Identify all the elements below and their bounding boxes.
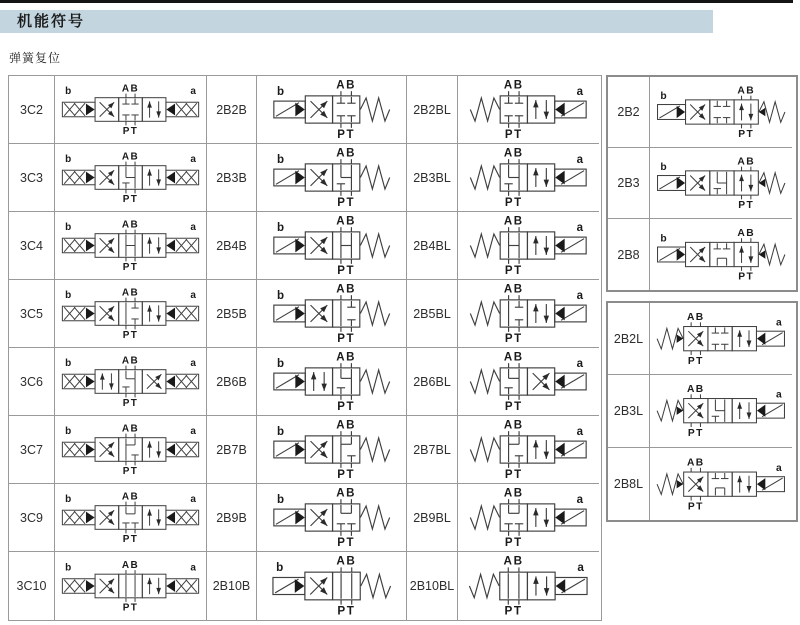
spool-label-cell-text: 3C7 [20,442,43,457]
svg-text:AB: AB [336,147,357,160]
svg-text:b: b [276,425,285,438]
panel-label-cell [608,375,650,447]
svg-text:AB: AB [121,559,140,571]
spool-label-cell [9,144,55,212]
svg-text:PT: PT [122,126,139,138]
spool-label-cell-text: 2B5BL [413,306,451,321]
svg-text:a: a [190,86,196,98]
svg-text:b: b [65,562,72,574]
svg-text:AB: AB [686,457,705,469]
valve-cell-2b2b [257,76,407,144]
valve-symbol-2b4b [258,213,405,278]
valve-symbol-2b3b [258,145,405,210]
spool-label-cell [407,144,458,212]
svg-text:a: a [576,85,584,98]
valve-cell-2b2bl [458,76,599,144]
valve-symbol-2b9b [258,485,405,550]
valve-symbol-2b5bl [459,281,598,346]
valve-symbol-2b6bl [459,349,598,414]
valve-cell-2b9bl [458,484,599,552]
svg-text:a: a [576,153,584,166]
valve-cell-2b2l [650,303,792,375]
panel-label-cell [608,219,650,290]
svg-text:AB: AB [121,287,140,299]
valve-symbol-2b4bl [459,213,598,278]
valve-symbol-3c5 [56,281,205,346]
spool-label-cell [9,416,55,484]
spool-label-cell [407,484,458,552]
svg-text:PT: PT [504,196,523,209]
svg-text:a: a [775,317,782,329]
panel-label-cell-text: 2B3 [617,176,640,190]
spool-label-cell-text: 3C4 [20,238,43,253]
spool-label-cell-text: 2B10B [212,579,251,593]
svg-text:b: b [65,154,72,166]
spool-label-cell [9,348,55,416]
svg-text:PT: PT [337,332,356,345]
valve-symbol-3c2 [56,77,205,142]
valve-cell-3c3 [55,144,207,212]
valve-cell-2b3bl [458,144,599,212]
panel-label-cell-text: 2B2L [613,331,644,346]
svg-text:AB: AB [503,351,524,364]
svg-text:b: b [276,289,285,302]
svg-text:PT: PT [122,602,139,614]
valve-symbol-2b7bl [459,417,598,482]
svg-text:AB: AB [336,419,357,432]
panel-label-cell-text: 2B8 [617,247,640,262]
svg-text:PT: PT [337,400,356,413]
svg-text:a: a [190,562,196,574]
spool-label-cell-text: 2B9BL [413,510,451,525]
right-panel-bottom [606,301,798,522]
svg-text:PT: PT [504,604,523,618]
svg-text:a: a [190,494,196,506]
svg-text:b: b [276,493,285,506]
svg-text:AB: AB [503,487,524,500]
svg-text:a: a [190,426,196,438]
svg-text:a: a [576,425,584,438]
panel-label-cell-text: 2B8L [613,476,644,491]
spool-label-cell-text: 2B4BL [413,238,451,253]
svg-text:AB: AB [503,419,524,432]
svg-text:AB: AB [121,219,140,231]
svg-text:AB: AB [737,85,756,97]
svg-text:b: b [65,494,72,506]
svg-text:a: a [190,222,196,234]
panel-label-cell-text: 2B3L [613,403,644,418]
main-table [8,75,602,621]
svg-text:AB: AB [686,311,705,323]
spool-label-cell [207,484,257,552]
svg-text:PT: PT [687,501,704,513]
spool-label-cell [207,76,257,144]
svg-text:a: a [577,561,584,575]
svg-text:PT: PT [504,332,523,345]
svg-text:b: b [660,161,667,173]
valve-symbol-2b10b [258,553,405,619]
valve-cell-2b6bl [458,348,599,416]
spool-label-cell-text: 2B2B [216,102,247,117]
svg-text:b: b [65,426,72,438]
panel-label-cell [608,77,650,148]
svg-text:PT: PT [337,196,356,209]
spool-label-cell [207,144,257,212]
spool-label-cell [9,280,55,348]
valve-cell-2b10bl [458,552,599,620]
svg-text:AB: AB [737,156,756,168]
valve-symbol-3c6 [56,349,205,414]
valve-symbol-2b2bl [459,77,598,142]
spool-label-cell-text: 2B7BL [413,442,451,457]
panel-label-cell-text: 2B2 [617,105,640,119]
svg-text:b: b [276,153,285,166]
svg-text:AB: AB [121,491,140,503]
svg-text:AB: AB [503,554,524,568]
valve-symbol-2b2 [651,78,791,146]
valve-cell-2b5bl [458,280,599,348]
valve-cell-2b2 [650,77,792,148]
valve-cell-2b4b [257,212,407,280]
valve-cell-2b3b [257,144,407,212]
svg-text:AB: AB [121,423,140,435]
svg-text:b: b [276,221,285,234]
valve-cell-2b7b [257,416,407,484]
svg-text:PT: PT [337,604,356,618]
svg-text:PT: PT [687,428,704,440]
svg-text:a: a [576,289,584,302]
svg-text:PT: PT [122,262,139,274]
svg-text:PT: PT [337,536,356,549]
spool-label-cell-text: 2B2BL [413,102,451,117]
panel-label-cell [608,448,650,520]
valve-cell-2b6b [257,348,407,416]
svg-text:AB: AB [336,79,357,92]
valve-cell-3c7 [55,416,207,484]
spool-label-cell [207,348,257,416]
svg-text:AB: AB [503,215,524,228]
svg-text:PT: PT [122,194,139,206]
svg-text:AB: AB [336,487,357,500]
svg-text:AB: AB [686,384,705,396]
spool-label-cell-text: 2B6BL [413,374,451,389]
spool-label-cell [407,348,458,416]
valve-cell-3c9 [55,484,207,552]
svg-text:PT: PT [337,264,356,277]
svg-text:b: b [65,358,72,370]
spool-label-cell-text: 2B5B [216,306,247,321]
svg-text:PT: PT [504,536,523,549]
valve-symbol-2b3 [651,149,791,217]
valve-symbol-3c10 [56,553,205,619]
svg-text:PT: PT [122,330,139,342]
svg-text:b: b [276,85,285,98]
svg-text:AB: AB [503,283,524,296]
valve-cell-2b9b [257,484,407,552]
page-title: 机能符号 [17,13,86,30]
valve-symbol-2b5b [258,281,405,346]
spool-label-cell [207,280,257,348]
svg-text:a: a [190,290,196,302]
panel-label-cell [608,148,650,219]
spool-label-cell [9,76,55,144]
valve-cell-2b3l [650,375,792,447]
valve-cell-3c10 [55,552,207,620]
svg-text:PT: PT [504,468,523,481]
spool-label-cell [207,416,257,484]
svg-text:a: a [576,357,584,370]
section-subtitle: 弹簧复位 [9,51,62,65]
valve-symbol-2b2l [651,304,791,373]
svg-text:AB: AB [121,83,140,95]
spool-label-cell [407,212,458,280]
svg-text:b: b [276,561,284,575]
valve-symbol-2b8l [651,449,791,519]
valve-cell-2b4bl [458,212,599,280]
svg-text:b: b [65,222,72,234]
spool-label-cell-text: 3C5 [20,306,43,321]
svg-text:PT: PT [337,128,356,141]
svg-text:AB: AB [121,151,140,163]
valve-symbol-2b3bl [459,145,598,210]
spool-label-cell-text: 2B3B [216,170,247,185]
header-bar [0,10,713,33]
spool-label-cell-text: 2B4B [216,238,247,253]
svg-text:b: b [65,86,72,98]
svg-text:AB: AB [336,215,357,228]
valve-symbol-2b6b [258,349,405,414]
valve-symbol-3c9 [56,485,205,550]
valve-cell-3c4 [55,212,207,280]
svg-text:AB: AB [336,351,357,364]
svg-text:AB: AB [737,227,756,239]
top-rule [0,0,793,3]
valve-symbol-3c3 [56,145,205,210]
svg-text:PT: PT [504,400,523,413]
valve-cell-2b10b [257,552,407,620]
valve-cell-2b7bl [458,416,599,484]
valve-cell-2b5b [257,280,407,348]
svg-text:a: a [576,221,584,234]
panel-label-cell [608,303,650,375]
valve-symbol-2b2b [258,77,405,142]
svg-text:AB: AB [121,355,140,367]
spool-label-cell-text: 3C3 [20,170,43,185]
svg-text:PT: PT [337,468,356,481]
spool-label-cell [207,552,257,620]
svg-text:a: a [190,154,196,166]
spool-label-cell-text: 3C6 [20,374,43,389]
svg-text:a: a [576,493,584,506]
spool-label-cell [407,280,458,348]
svg-text:PT: PT [122,534,139,546]
valve-cell-2b3 [650,148,792,219]
svg-text:a: a [775,462,782,474]
svg-text:AB: AB [503,147,524,160]
valve-symbol-2b9bl [459,485,598,550]
spool-label-cell-text: 3C2 [20,102,43,117]
valve-symbol-2b7b [258,417,405,482]
valve-cell-2b8l [650,448,792,520]
spool-label-cell [407,76,458,144]
svg-text:b: b [660,233,667,245]
valve-symbol-2b8 [651,220,791,289]
valve-symbol-3c4 [56,213,205,278]
svg-text:PT: PT [738,271,755,283]
spool-label-cell [9,484,55,552]
spool-label-cell [407,552,458,620]
spool-label-cell-text: 2B10BL [409,579,455,593]
svg-text:b: b [276,357,285,370]
svg-text:PT: PT [122,466,139,478]
spool-label-cell-text: 2B3BL [413,170,451,185]
valve-symbol-3c7 [56,417,205,482]
svg-text:AB: AB [336,283,357,296]
svg-text:PT: PT [687,355,704,367]
spool-label-cell-text: 2B9B [216,510,247,525]
valve-symbol-2b10bl [459,553,598,619]
svg-text:PT: PT [738,129,755,141]
svg-text:b: b [65,290,72,302]
svg-text:a: a [190,358,196,370]
spool-label-cell-text: 2B7B [216,442,247,457]
svg-text:AB: AB [503,79,524,92]
valve-cell-2b8 [650,219,792,290]
spool-label-cell [9,212,55,280]
valve-symbol-2b3l [651,376,791,445]
spool-label-cell [407,416,458,484]
svg-text:PT: PT [122,398,139,410]
spool-label-cell [207,212,257,280]
valve-cell-3c6 [55,348,207,416]
svg-text:b: b [660,90,667,102]
right-panel-top [606,75,798,292]
spool-label-cell-text: 3C9 [20,510,43,525]
svg-text:PT: PT [504,264,523,277]
spool-label-cell-text: 3C10 [16,579,47,593]
svg-text:PT: PT [738,200,755,212]
svg-text:AB: AB [336,554,357,568]
spool-label-cell [9,552,55,620]
spool-label-cell-text: 2B6B [216,374,247,389]
valve-cell-3c5 [55,280,207,348]
valve-cell-3c2 [55,76,207,144]
svg-text:a: a [775,389,782,401]
svg-text:PT: PT [504,128,523,141]
